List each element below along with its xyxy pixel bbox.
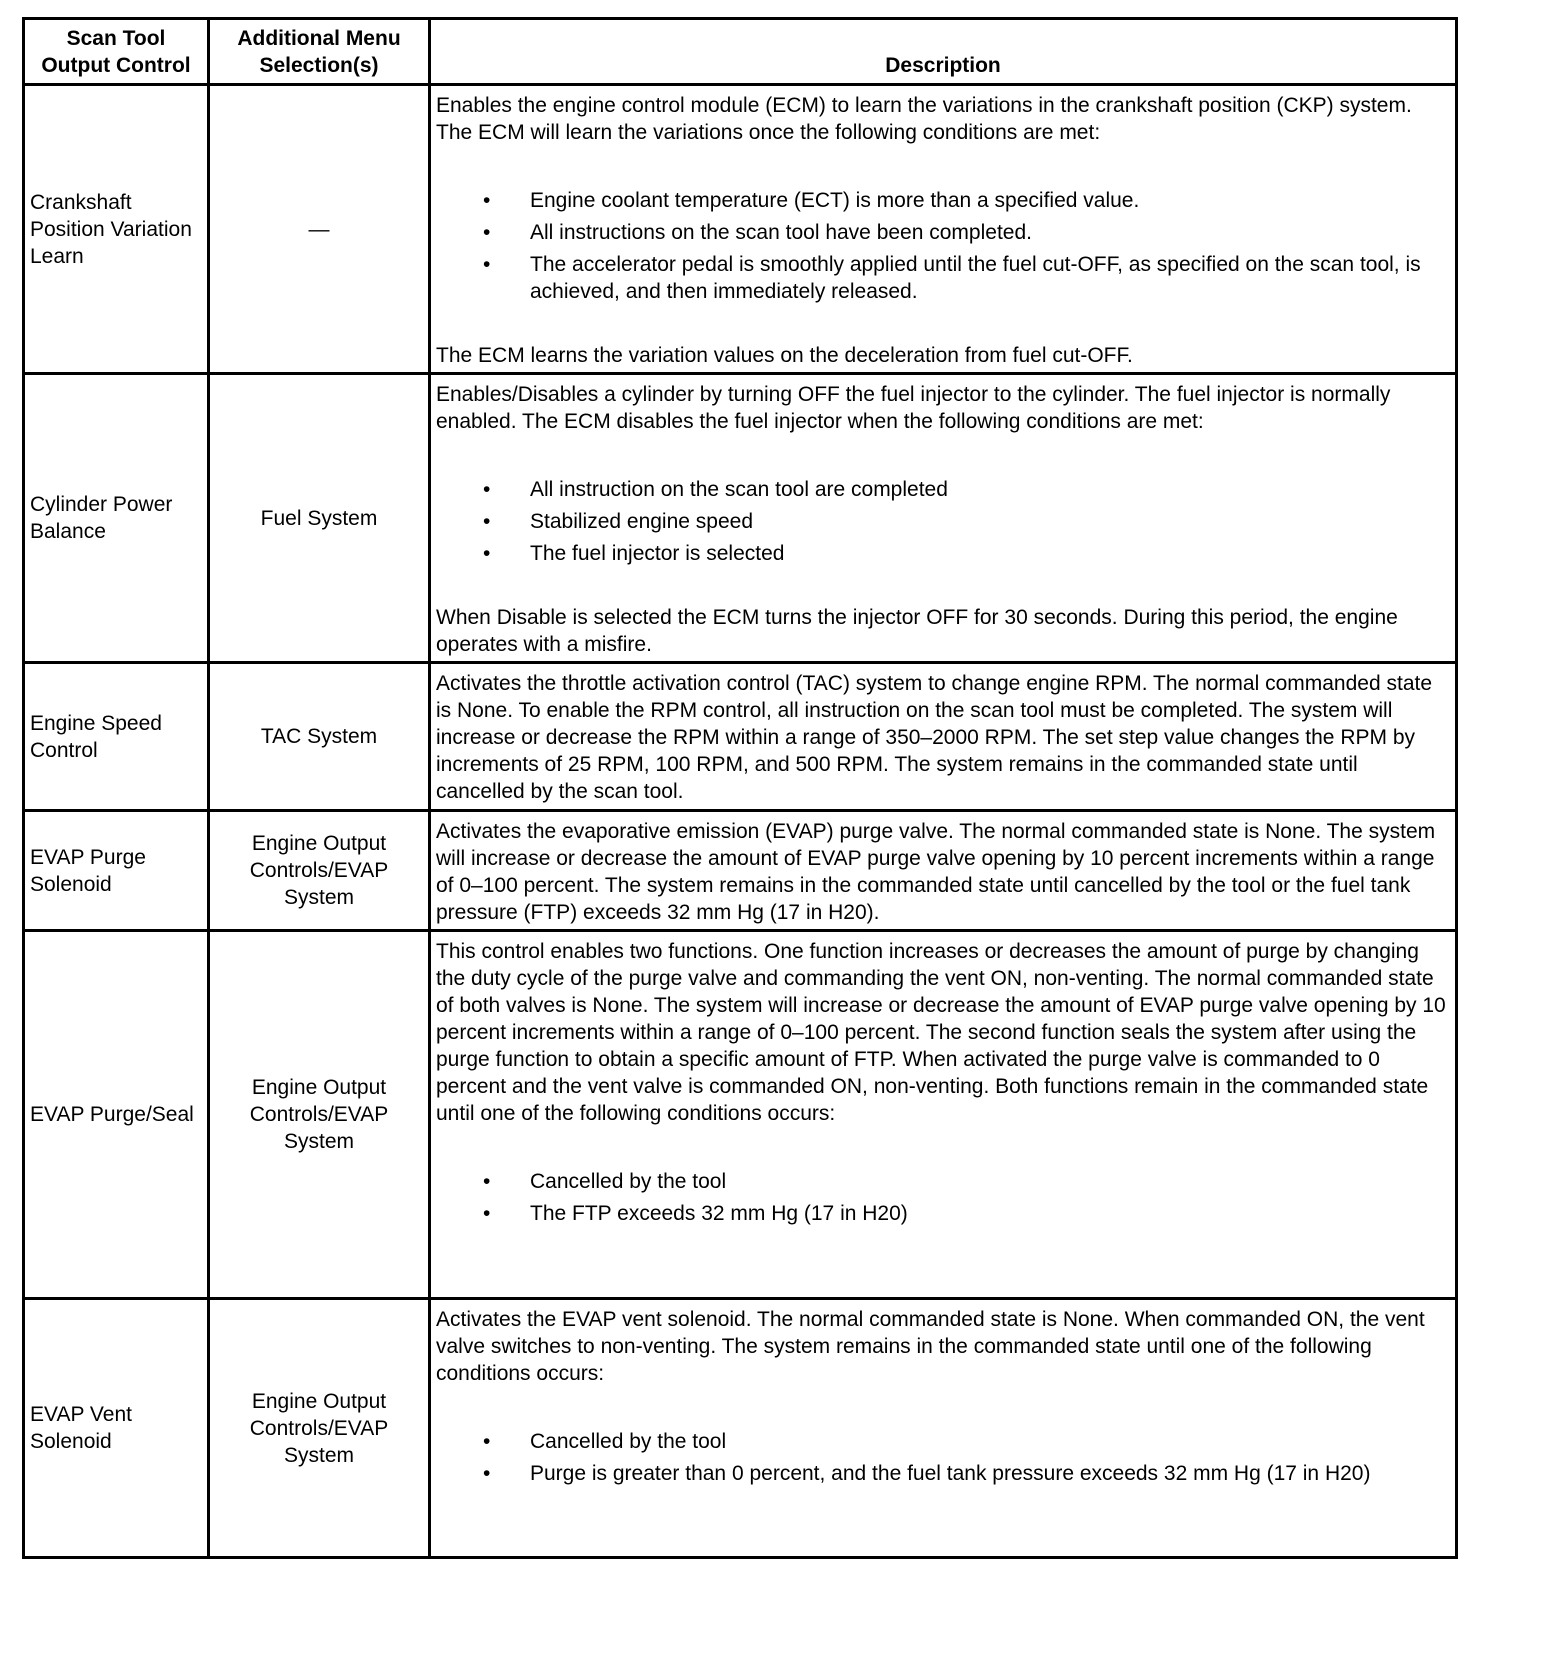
output-control-cell: Crankshaft Position Variation Learn <box>24 85 209 374</box>
output-control-cell: EVAP Vent Solenoid <box>24 1299 209 1558</box>
description-paragraph: The ECM learns the variation values on the deceleration from fuel cut-OFF. <box>436 344 1133 367</box>
menu-selection-cell: Engine Output Controls/EVAP System <box>209 1299 430 1558</box>
condition-list <box>436 476 1450 567</box>
menu-selection-cell: Engine Output Controls/EVAP System <box>209 811 430 931</box>
table-row <box>24 85 1457 374</box>
description-paragraph: Enables the engine control module (ECM) to learn the variations in the crankshaft position (CKP) system. The ECM will learn the variations once the following conditions are met: <box>436 94 1412 144</box>
description-cell <box>430 663 1457 811</box>
output-control-cell: Cylinder Power Balance <box>24 374 209 663</box>
menu-selection-cell: Engine Output Controls/EVAP System <box>209 931 430 1299</box>
output-controls-table <box>22 17 1458 1559</box>
description-paragraph: Activates the evaporative emission (EVAP) purge valve. The normal commanded state is None. The system will increase or decrease the amount of EVAP purge valve opening by 10 percent increments within a range of 0–100 percent. The system remains in the commanded state until cancelled by the tool or the fuel tank pressure (FTP) exceeds 32 mm Hg (17 in H20). <box>436 820 1436 924</box>
list-item: • The fuel injector is selected <box>436 540 1450 567</box>
description-cell <box>430 374 1457 663</box>
header-row <box>24 19 1457 85</box>
description-cell <box>430 931 1457 1299</box>
output-control-cell: EVAP Purge Solenoid <box>24 811 209 931</box>
table-row <box>24 1299 1457 1558</box>
table-row <box>24 811 1457 931</box>
description-paragraph: Enables/Disables a cylinder by turning OFF the fuel injector to the cylinder. The fuel injector is normally enabled. The ECM disables the fuel injector when the following conditions are met: <box>436 383 1391 433</box>
output-control-cell: Engine Speed Control <box>24 663 209 811</box>
description-paragraph: This control enables two functions. One function increases or decreases the amount of purge by changing the duty cycle of the purge valve and commanding the vent ON, non-venting. The normal commanded state of both valves is None. The system will increase or decrease the amount of EVAP purge valve opening by 10 percent increments within a range of 0–100 percent. The second function seals the system after using the purge function to obtain a specific amount of FTP. When activated the purge valve is commanded to 0 percent and the vent valve is commanded ON, non-venting. Both functions remain in the commanded state until one of the following conditions occurs: <box>436 940 1446 1125</box>
output-control-cell: EVAP Purge/Seal <box>24 931 209 1299</box>
menu-selection-cell: TAC System <box>209 663 430 811</box>
description-paragraph: When Disable is selected the ECM turns the injector OFF for 30 seconds. During this period, the engine operates with a misfire. <box>436 606 1398 656</box>
description-paragraph: Activates the throttle activation control (TAC) system to change engine RPM. The normal commanded state is None. To enable the RPM control, all instruction on the scan tool must be completed. The system will increase or decrease the RPM within a range of 350–2000 RPM. The set step value changes the RPM by increments of 25 RPM, 100 RPM, and 500 RPM. The system remains in the commanded state until cancelled by the scan tool. <box>436 672 1433 803</box>
menu-selection-cell: — <box>209 85 430 374</box>
menu-selection-cell: Fuel System <box>209 374 430 663</box>
condition-list <box>436 187 1450 305</box>
list-item: • Engine coolant temperature (ECT) is more than a specified value. <box>436 187 1450 214</box>
list-item: • Stabilized engine speed <box>436 508 1450 535</box>
list-item: • The accelerator pedal is smoothly applied until the fuel cut-OFF, as specified on the scan tool, is achieved, and then immediately released. <box>436 251 1450 305</box>
table-row <box>24 374 1457 663</box>
description-paragraph: Activates the EVAP vent solenoid. The normal commanded state is None. When commanded ON, the vent valve switches to non-venting. The system remains in the commanded state until one of the following conditions occurs: <box>436 1308 1425 1385</box>
list-item: • Cancelled by the tool <box>436 1168 1450 1195</box>
condition-list <box>436 1168 1450 1227</box>
description-cell <box>430 85 1457 374</box>
list-item: • The FTP exceeds 32 mm Hg (17 in H20) <box>436 1200 1450 1227</box>
list-item: • All instruction on the scan tool are completed <box>436 476 1450 503</box>
list-item: • Cancelled by the tool <box>436 1428 1450 1455</box>
header-description: Description <box>430 19 1457 85</box>
list-item: • All instructions on the scan tool have been completed. <box>436 219 1450 246</box>
table-row <box>24 663 1457 811</box>
table-row <box>24 931 1457 1299</box>
condition-list <box>436 1428 1450 1487</box>
description-cell <box>430 1299 1457 1558</box>
description-cell <box>430 811 1457 931</box>
header-menu-selection: Additional Menu Selection(s) <box>209 19 430 85</box>
list-item: • Purge is greater than 0 percent, and the fuel tank pressure exceeds 32 mm Hg (17 in H20) <box>436 1460 1450 1487</box>
header-output-control: Scan Tool Output Control <box>24 19 209 85</box>
